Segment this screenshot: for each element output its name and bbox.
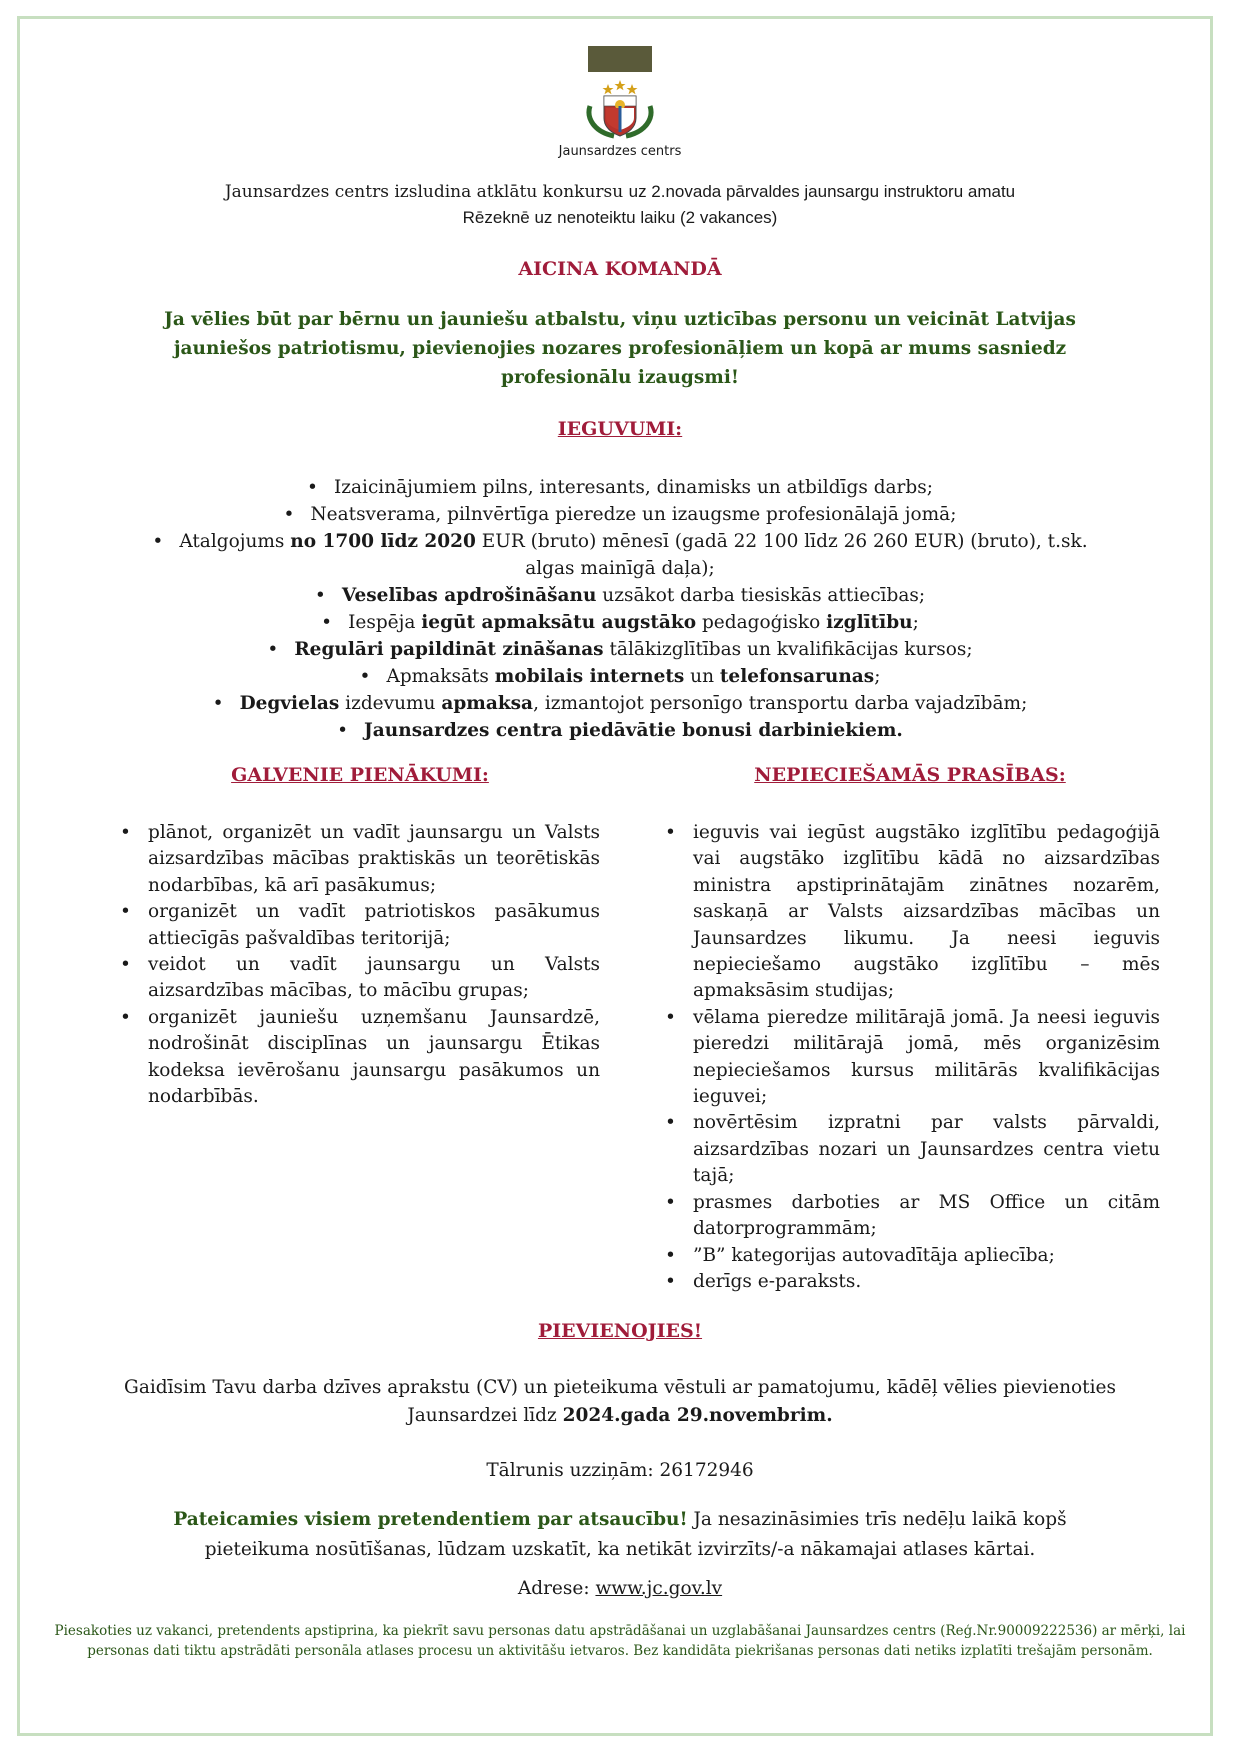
phone-info: Tālrunis uzziņām: 26172946 <box>486 1460 754 1481</box>
requirement-item: • ieguvis vai iegūst augstāko izglītību pedagoģijā vai augstāko izglītību kādā no aizsardzības ministra apstiprinātajām zinātnes nozarēm, saskaņā ar Valsts aizsardzības mācības un Jaunsardzes likumu. Ja neesi ieguvis nepieciešamo augstāko izglītību – mēs apmaksāsim studijas; <box>665 820 1160 1005</box>
org-name: Jaunsardzes centrs <box>558 144 682 159</box>
benefit-item <box>150 528 1090 582</box>
benefit-text: ; <box>912 612 919 633</box>
benefit-item <box>150 501 1090 528</box>
logo-bar <box>588 46 652 72</box>
privacy-footer: Piesakoties uz vakanci, pretendents apstiprina, ka piekrīt savu personas datu apstrādāšanai un uzglabāšanai Jaunsardzes centrs (Reģ.Nr.90009222536) ar mērķi, lai personas dati tiktu apstrādāti personāla atlases procesu un aktivitāšu ietvaros. Bez kandidāta piekrišanas personas dati netiks izplatīti trešajām personām. <box>54 1623 1186 1659</box>
benefit-item <box>150 474 1090 501</box>
benefit-item <box>150 636 1090 663</box>
intro-line1-a: Jaunsardzes centrs izsludina atklātu konkursu <box>224 182 629 202</box>
benefit-item <box>150 690 1090 717</box>
call-text: Ja vēlies būt par bērnu un jauniešu atbalstu, viņu uzticības personu un veicināt Latvijas jauniešos patriotismu, pievienojies nozares profesionāļiem un kopā ar mums sasniedz profesionālu izaugsmi! <box>164 309 1076 388</box>
address-label: Adrese: <box>517 1578 596 1599</box>
benefit-bold-text: apmaksa <box>441 693 534 714</box>
benefit-text: Iespēja <box>348 612 422 633</box>
benefit-bold-text: Regulāri papildināt zināšanas <box>294 639 604 660</box>
benefit-bold-text: telefonsarunas <box>719 666 875 687</box>
benefit-bold-text: Veselības apdrošināšanu <box>341 585 597 606</box>
address <box>0 1578 1240 1599</box>
header-logo <box>0 46 1240 159</box>
benefit-item <box>150 663 1090 690</box>
join-text <box>100 1374 1140 1430</box>
benefit-text: un <box>684 666 720 687</box>
duty-item: • organizēt jauniešu uzņemšanu Jaunsardzē, nodrošināt disciplīnas un jaunsargu Ētikas kodeksa ievērošanu jaunsargu pasākumos un nodarbībās. <box>120 1005 600 1111</box>
requirement-item: • ”B” kategorijas autovadītāja apliecība; <box>665 1243 1160 1269</box>
benefit-text: , izmantojot personīgo transportu darba vajadzībām; <box>533 693 1028 714</box>
benefit-text: EUR (bruto) mēnesī (gadā 22 100 līdz 26 260 EUR) (bruto), t.sk. algas mainīgā daļa); <box>475 531 1088 579</box>
join-title: PIEVIENOJIES! <box>537 1320 703 1342</box>
website-link[interactable]: www.jc.gov.lv <box>595 1578 723 1599</box>
benefit-item <box>150 609 1090 636</box>
thanks-bold: Pateicamies visiem pretendentiem par atsaucību! <box>173 1509 688 1530</box>
benefit-text: Izaicinājumiem pilns, interesants, dinamisks un atbildīgs darbs; <box>333 477 933 498</box>
coat-of-arms-icon <box>580 78 660 140</box>
intro-text <box>0 179 1240 231</box>
benefits-list <box>150 474 1090 744</box>
benefit-bold-text: mobilais internets <box>494 666 685 687</box>
intro-line1-b: uz 2.novada pārvaldes jaunsargu instruktoru amatu <box>628 182 1016 201</box>
thanks-text <box>120 1505 1120 1565</box>
requirement-item: • novērtēsim izpratni par valsts pārvaldi, aizsardzības nozari un Jaunsardzes centra vietu tajā; <box>665 1110 1160 1189</box>
duty-item: • veidot un vadīt jaunsargu un Valsts aizsardzības mācības, to mācību grupas; <box>120 952 600 1005</box>
requirements-list <box>665 820 1160 1295</box>
deadline: 2024.gada 29.novembrim. <box>562 1405 833 1426</box>
benefit-bold-text: no 1700 līdz 2020 <box>290 531 476 552</box>
benefit-bold-text: Jaunsardzes centra piedāvātie bonusi darbiniekiem. <box>364 720 903 741</box>
requirements-title: NEPIECIEŠAMĀS PRASĪBAS: <box>754 764 1066 786</box>
intro-line2: Rēzeknē uz nenoteiktu laiku (2 vakances) <box>462 208 778 227</box>
benefit-item <box>150 582 1090 609</box>
join-text-body: Gaidīsim Tavu darba dzīves aprakstu (CV) un pieteikuma vēstuli ar pamatojumu, kādēļ vēlies pievienoties Jaunsardzei līdz <box>124 1377 1116 1426</box>
duty-item: • plānot, organizēt un vadīt jaunsargu un Valsts aizsardzības mācības praktiskās un teorētiskās nodarbības, kā arī pasākumus; <box>120 820 600 899</box>
benefit-text: uzsākot darba tiesiskās attiecības; <box>596 585 926 606</box>
benefit-text: ; <box>874 666 881 687</box>
requirement-item: • derīgs e-paraksts. <box>665 1269 1160 1295</box>
benefit-text: Atalgojums <box>179 531 291 552</box>
benefits-title: IEGUVUMI: <box>557 418 683 440</box>
requirement-item: • prasmes darboties ar MS Office un citām datorprogrammām; <box>665 1190 1160 1243</box>
duty-item: • organizēt un vadīt patriotiskos pasākumus attiecīgās pašvaldības teritorijā; <box>120 899 600 952</box>
benefit-text: izdevumu <box>339 693 442 714</box>
team-heading: AICINA KOMANDĀ <box>518 258 722 280</box>
benefit-item <box>150 717 1090 744</box>
benefit-text: Neatsverama, pilnvērtīga pieredze un izaugsme profesionālajā jomā; <box>310 504 957 525</box>
benefit-bold-text: iegūt apmaksātu augstāko <box>421 612 697 633</box>
benefit-bold-text: izglītību <box>826 612 913 633</box>
thanks-rest: Ja nesazināsimies trīs nedēļu laikā kopš pieteikuma nosūtīšanas, lūdzam uzskatīt, ka netikāt izvirzīts/-a nākamajai atlases kārtai. <box>204 1509 1067 1560</box>
benefit-bold-text: Degvielas <box>239 693 340 714</box>
duties-title: GALVENIE PIENĀKUMI: <box>231 764 489 786</box>
benefit-text: Apmaksāts <box>386 666 495 687</box>
benefit-text: pedagoģisko <box>696 612 827 633</box>
duties-list <box>120 820 600 1110</box>
benefit-text: tālākizglītības un kvalifikācijas kursos; <box>603 639 973 660</box>
requirement-item: • vēlama pieredze militārajā jomā. Ja neesi ieguvis pieredzi militārajā jomā, mēs organizēsim nepieciešamos kursus militārās kvalifikācijas ieguvei; <box>665 1005 1160 1111</box>
